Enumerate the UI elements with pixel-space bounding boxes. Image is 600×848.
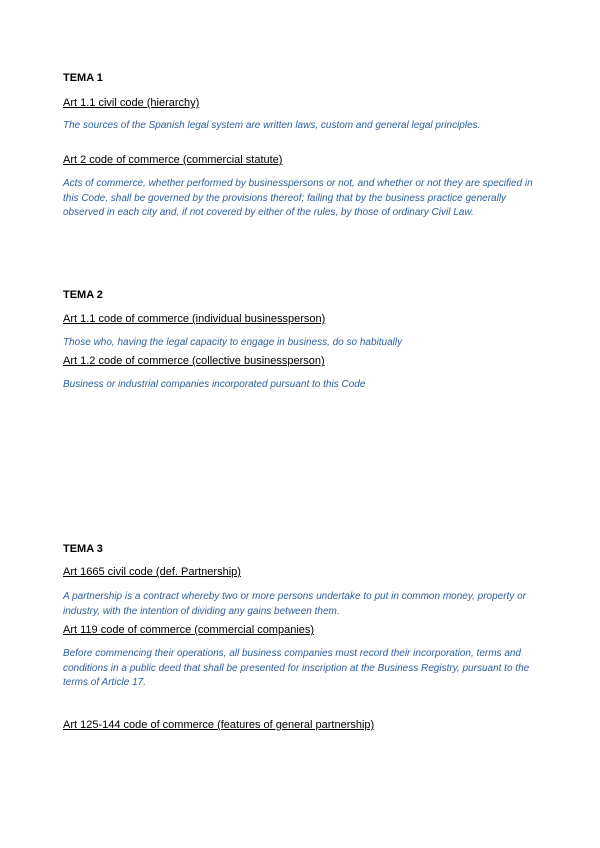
article-text: The sources of the Spanish legal system are written laws, custom and general legal principles. xyxy=(63,120,481,131)
article-title: Art 1.1 code of commerce (individual businessperson) xyxy=(63,313,326,325)
section-heading: TEMA 1 xyxy=(63,72,103,84)
article-title: Art 1665 civil code (def. Partnership) xyxy=(63,566,241,578)
section-heading: TEMA 2 xyxy=(63,289,103,301)
article-text: Acts of commerce, whether performed by businesspersons or not, and whether or not they are specified in this Code, shall be governed by the provisions thereof; failing that by the business practice generally observed in each city and, if not covered by either of the rules, by those of ordinary Civil Law. xyxy=(63,178,533,218)
section-heading: TEMA 3 xyxy=(63,543,103,555)
article-title: Art 125-144 code of commerce (features of general partnership) xyxy=(63,719,375,731)
article-title: Art 119 code of commerce (commercial companies) xyxy=(63,624,315,636)
article-title: Art 2 code of commerce (commercial statute) xyxy=(63,154,283,166)
article-title: Art 1.1 civil code (hierarchy) xyxy=(63,97,200,109)
article-text: Before commencing their operations, all business companies must record their incorporation, terms and conditions in a public deed that shall be presented for inscription at the Business Registry, pursuant to the terms of Article 17. xyxy=(63,648,530,688)
article-text: Those who, having the legal capacity to engage in business, do so habitually xyxy=(63,337,403,348)
article-text: A partnership is a contract whereby two or more persons undertake to put in common money, property or industry, with the intention of dividing any gains between them. xyxy=(63,591,526,617)
article-title: Art 1.2 code of commerce (collective businessperson) xyxy=(63,355,325,367)
article-text: Business or industrial companies incorporated pursuant to this Code xyxy=(63,379,366,390)
